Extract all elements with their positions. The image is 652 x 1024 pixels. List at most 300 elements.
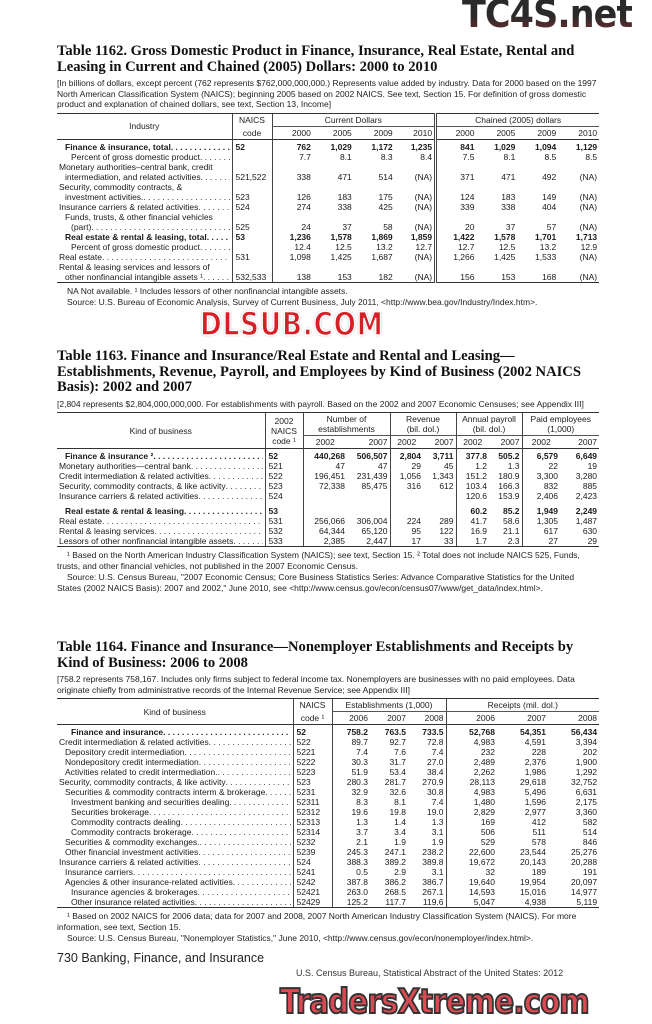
value-cell: 231,439 bbox=[356, 471, 388, 482]
row-label-text: Commodity contracts dealing bbox=[71, 817, 181, 828]
value-cell: 2,385 bbox=[303, 536, 347, 547]
value-cell: 168 bbox=[517, 272, 558, 283]
table-row bbox=[57, 725, 599, 738]
row-label-leader bbox=[59, 461, 263, 471]
value-cell: 6,579 bbox=[522, 449, 560, 462]
value-cell: 53.4 bbox=[389, 767, 406, 778]
row-label-text: Credit intermediation & related activities bbox=[59, 737, 209, 748]
value-cell: 58 bbox=[383, 221, 393, 232]
tc4s-watermark: TC4S.net bbox=[462, 0, 632, 36]
value-cell: 582 bbox=[582, 817, 598, 828]
naics-code: 52314 bbox=[293, 827, 332, 837]
value-cell: 52,768 bbox=[446, 725, 497, 738]
value-cell: (NA) bbox=[414, 171, 433, 182]
row-label bbox=[57, 252, 232, 262]
value-cell bbox=[558, 262, 599, 272]
value-cell: 103.4 bbox=[456, 481, 489, 491]
value-cell: 4,591 bbox=[524, 737, 547, 748]
group-line: Paid employees bbox=[530, 414, 592, 425]
row-label: Rental & leasing services and lessors of bbox=[59, 261, 210, 272]
value-cell: 514 bbox=[582, 827, 598, 838]
row-label-leader bbox=[65, 877, 291, 887]
value-cell: 13.2 bbox=[539, 241, 557, 252]
value-cell: 124 bbox=[436, 192, 477, 202]
value-cell bbox=[436, 162, 477, 172]
table-row bbox=[57, 747, 599, 757]
row-label-leader bbox=[59, 491, 263, 501]
value-cell bbox=[476, 162, 517, 172]
value-cell bbox=[303, 491, 347, 501]
code-line: 2002 bbox=[274, 415, 294, 426]
col-header-year: 2002 bbox=[390, 436, 423, 449]
table-row bbox=[57, 817, 599, 827]
value-cell: 27 bbox=[522, 536, 560, 547]
table-row bbox=[57, 807, 599, 817]
table-row bbox=[57, 787, 599, 797]
value-cell bbox=[354, 262, 395, 272]
value-cell: 19,954 bbox=[520, 877, 547, 888]
row-label-text: Insurance carriers & related activities bbox=[59, 857, 199, 868]
group-header-establishments bbox=[303, 413, 390, 436]
value-cell: 506,507 bbox=[356, 451, 388, 462]
row-label bbox=[57, 202, 232, 212]
col-header-naics: NAICS bbox=[232, 113, 272, 126]
dot-leader bbox=[102, 252, 230, 262]
col-header-industry: Industry bbox=[57, 113, 232, 139]
dot-leader bbox=[191, 827, 290, 837]
table-row bbox=[57, 252, 599, 262]
row-label bbox=[57, 449, 265, 462]
table-row bbox=[57, 837, 599, 847]
value-cell: 1,578 bbox=[330, 231, 352, 242]
row-label-leader bbox=[59, 516, 263, 526]
col-header-year: 2005 bbox=[496, 127, 516, 138]
value-cell: 1.3 bbox=[332, 817, 370, 827]
col-header-year: 2002 bbox=[303, 436, 347, 449]
dot-leader bbox=[218, 767, 291, 777]
table-body bbox=[57, 725, 599, 908]
value-cell bbox=[395, 212, 436, 222]
value-cell: 153 bbox=[476, 272, 517, 283]
table-row bbox=[57, 449, 599, 462]
dot-leader bbox=[198, 491, 262, 501]
dot-leader bbox=[201, 172, 230, 182]
naics-code: 52429 bbox=[293, 897, 332, 908]
value-cell: 7.7 bbox=[272, 152, 313, 162]
table-row bbox=[57, 867, 599, 877]
value-cell: 12.4 bbox=[272, 242, 313, 252]
value-cell: (NA) bbox=[395, 272, 436, 283]
naics-code: 524 bbox=[293, 857, 332, 867]
value-cell: 267.1 bbox=[422, 887, 444, 898]
table-row bbox=[57, 152, 599, 162]
naics-code: 52313 bbox=[293, 817, 332, 827]
value-cell: 1,578 bbox=[494, 231, 516, 242]
value-cell: (NA) bbox=[579, 251, 598, 262]
dot-leader bbox=[209, 737, 291, 747]
row-label bbox=[57, 787, 293, 797]
value-cell: 1,343 bbox=[432, 471, 454, 482]
value-cell: 5,047 bbox=[446, 897, 497, 908]
value-cell bbox=[272, 162, 313, 172]
value-cell: 1,701 bbox=[534, 231, 557, 242]
value-cell: 1,859 bbox=[410, 231, 433, 242]
value-cell: 578 bbox=[531, 837, 547, 848]
naics-code: 522 bbox=[293, 737, 332, 747]
dot-leader bbox=[226, 777, 291, 787]
row-label-text: Monetary authorities—central bank bbox=[59, 461, 191, 472]
row-label-leader bbox=[71, 807, 291, 817]
row-label bbox=[57, 897, 293, 908]
value-cell: 32.6 bbox=[389, 787, 406, 798]
value-cell: 28,113 bbox=[446, 777, 497, 787]
col-header-naics: NAICS bbox=[293, 699, 332, 712]
value-cell bbox=[558, 162, 599, 172]
value-cell: 274 bbox=[272, 202, 313, 212]
value-cell: 270.9 bbox=[422, 777, 444, 788]
value-cell: 37 bbox=[505, 221, 516, 232]
table-row bbox=[57, 757, 599, 767]
value-cell: 1,236 bbox=[272, 232, 313, 242]
value-cell: 16.9 bbox=[456, 526, 489, 536]
value-cell: 2.1 bbox=[332, 837, 370, 847]
value-cell: 22,600 bbox=[446, 847, 497, 857]
value-cell: 57 bbox=[546, 221, 557, 232]
group-line: establishments bbox=[318, 424, 375, 435]
value-cell: 846 bbox=[582, 837, 598, 848]
row-label-leader bbox=[65, 757, 291, 767]
value-cell: 440,268 bbox=[303, 449, 347, 462]
value-cell: 5,119 bbox=[548, 897, 599, 908]
value-cell: 1,266 bbox=[436, 252, 477, 262]
dot-leader bbox=[185, 747, 291, 757]
value-cell: 17 bbox=[390, 536, 423, 547]
dot-leader bbox=[265, 787, 290, 797]
value-cell: 338 bbox=[337, 201, 352, 212]
value-cell: 338 bbox=[501, 201, 516, 212]
value-cell bbox=[395, 182, 436, 192]
col-header-year: 2006 bbox=[332, 712, 370, 725]
dot-leader bbox=[163, 727, 290, 737]
table-row bbox=[57, 797, 599, 807]
col-header-year: 2010 bbox=[578, 127, 598, 138]
value-cell: 15,016 bbox=[520, 887, 547, 898]
value-cell: 268.5 bbox=[384, 887, 406, 898]
value-cell: 2,423 bbox=[575, 491, 598, 502]
value-cell: 1,172 bbox=[371, 141, 393, 152]
col-header-year: 2007 bbox=[560, 436, 599, 449]
value-cell: 122 bbox=[439, 526, 454, 537]
row-label-leader bbox=[59, 202, 230, 212]
row-label-text: investment activities. bbox=[65, 191, 144, 202]
value-cell: 183 bbox=[337, 191, 352, 202]
row-label-text: Security, commodity contracts, & like activity bbox=[59, 777, 226, 788]
value-cell: 27.0 bbox=[426, 757, 444, 768]
value-cell bbox=[272, 212, 313, 222]
table-row bbox=[57, 857, 599, 867]
value-cell: 3.1 bbox=[431, 867, 444, 878]
col-header-year: 2007 bbox=[527, 713, 547, 724]
table-notes bbox=[57, 911, 599, 944]
value-cell: 175 bbox=[378, 191, 393, 202]
naics-code: 5231 bbox=[293, 787, 332, 797]
value-cell: 54,351 bbox=[520, 727, 547, 738]
row-label-text: other nonfinancial intangible assets ¹ bbox=[65, 271, 203, 282]
value-cell bbox=[436, 212, 477, 222]
value-cell: 149 bbox=[542, 191, 557, 202]
row-label bbox=[57, 737, 293, 747]
table-row bbox=[57, 777, 599, 787]
value-cell bbox=[272, 182, 313, 192]
dot-leader bbox=[198, 847, 290, 857]
row-label-text: Insurance carriers bbox=[65, 867, 134, 878]
value-cell: 492 bbox=[542, 171, 557, 182]
value-cell: 32 bbox=[446, 867, 497, 877]
value-cell: (NA) bbox=[558, 272, 599, 283]
value-cell: 733.5 bbox=[422, 727, 444, 738]
row-label bbox=[57, 192, 232, 202]
row-label bbox=[57, 877, 293, 887]
note: ¹ Based on the North American Industry Classification System (NAICS); see text, Section 15. ² Total does not include NAICS 525, Funds, trusts, and other financial vehicles, not published in the 2007 Economic Census. bbox=[57, 550, 580, 572]
row-label-text: Real estate bbox=[59, 516, 102, 527]
row-label bbox=[57, 152, 232, 162]
row-label-text: Percent of gross domestic product bbox=[71, 151, 200, 162]
naics-code: 52421 bbox=[293, 887, 332, 897]
naics-code: 522 bbox=[265, 471, 303, 481]
naics-code: 524 bbox=[265, 491, 303, 501]
value-cell: 166.3 bbox=[498, 481, 520, 492]
value-cell: 126 bbox=[272, 192, 313, 202]
row-label-text: Insurance agencies & brokerages bbox=[71, 887, 198, 898]
value-cell: 151.2 bbox=[456, 471, 489, 481]
row-label bbox=[57, 797, 293, 807]
row-label-leader bbox=[65, 272, 230, 282]
dot-leader bbox=[191, 461, 263, 471]
table-row bbox=[57, 877, 599, 887]
row-label-text: Investment banking and securities dealing bbox=[71, 797, 230, 808]
value-cell: 20 bbox=[436, 222, 477, 232]
dot-leader bbox=[133, 867, 290, 877]
naics-code: 5242 bbox=[293, 877, 332, 887]
value-cell: 263.0 bbox=[332, 887, 370, 897]
value-cell: (NA) bbox=[579, 191, 598, 202]
value-cell: 5,496 bbox=[524, 787, 547, 798]
value-cell: 389.2 bbox=[384, 857, 406, 868]
table-row-label-line bbox=[57, 262, 599, 272]
row-label-text: Finance and insurance bbox=[71, 727, 164, 738]
col-header-year: 2007 bbox=[347, 436, 390, 449]
row-label-leader bbox=[71, 887, 291, 897]
value-cell bbox=[476, 212, 517, 222]
value-cell bbox=[558, 182, 599, 192]
value-cell bbox=[303, 506, 347, 516]
value-cell: 1,129 bbox=[575, 141, 598, 152]
col-header-year: 2002 bbox=[456, 436, 489, 449]
value-cell: 85.2 bbox=[502, 506, 520, 517]
naics-code: 52 bbox=[232, 139, 272, 152]
group-line: Annual payroll bbox=[462, 414, 516, 425]
row-label bbox=[57, 757, 293, 767]
value-cell: 6,649 bbox=[575, 451, 598, 462]
row-label: Security, commodity contracts, & bbox=[59, 181, 183, 192]
value-cell: 180.9 bbox=[498, 471, 520, 482]
table-row bbox=[57, 491, 599, 501]
row-label bbox=[57, 461, 265, 471]
value-cell: 14,977 bbox=[571, 887, 598, 898]
value-cell: 412 bbox=[531, 817, 547, 828]
page-footer-publication: U.S. Census Bureau, Statistical Abstract of the United States: 2012 bbox=[296, 968, 564, 978]
row-label bbox=[57, 887, 293, 897]
value-cell: 1,029 bbox=[494, 141, 516, 152]
data-table bbox=[57, 698, 599, 908]
value-cell: (NA) bbox=[579, 171, 598, 182]
row-label-leader bbox=[65, 747, 291, 757]
naics-code: 531 bbox=[265, 516, 303, 526]
table-row-label-line bbox=[57, 212, 599, 222]
dot-leader bbox=[154, 526, 262, 536]
value-cell: 13.2 bbox=[376, 241, 393, 252]
value-cell: 1,056 bbox=[390, 471, 423, 481]
value-cell: 1.7 bbox=[456, 536, 489, 547]
col-header-code bbox=[265, 413, 303, 449]
row-label-text: Finance & insurance, total bbox=[65, 141, 171, 152]
value-cell: 306,004 bbox=[356, 516, 388, 527]
value-cell: 32.9 bbox=[332, 787, 370, 797]
group-line: (1,000) bbox=[547, 424, 575, 435]
naics-code: 525 bbox=[232, 222, 272, 232]
naics-code: 521 bbox=[265, 461, 303, 471]
value-cell: 8.4 bbox=[420, 151, 433, 162]
value-cell: 245.3 bbox=[332, 847, 370, 857]
value-cell bbox=[354, 212, 395, 222]
row-label bbox=[57, 471, 265, 481]
tradersxtreme-watermark: TradersXtreme.com bbox=[280, 982, 589, 1022]
value-cell: 8.3 bbox=[380, 151, 393, 162]
group-line: (bil. dol.) bbox=[406, 424, 440, 435]
row-label-text: Other financial investment activities bbox=[65, 847, 199, 858]
value-cell: 3,711 bbox=[432, 451, 454, 462]
table-1163 bbox=[57, 349, 599, 594]
col-header-year: 2010 bbox=[413, 127, 433, 138]
value-cell: 1,900 bbox=[575, 757, 598, 768]
value-cell: 371 bbox=[436, 172, 477, 182]
value-cell: 20,288 bbox=[571, 857, 598, 868]
table-body bbox=[57, 449, 599, 547]
value-cell: 1,292 bbox=[575, 767, 598, 778]
row-label bbox=[57, 536, 265, 547]
row-label-text: Securities & commodity exchanges. bbox=[65, 837, 200, 848]
value-cell: 389.8 bbox=[422, 857, 444, 868]
table-row bbox=[57, 172, 599, 182]
naics-code: 524 bbox=[232, 202, 272, 212]
naics-code: 532 bbox=[265, 526, 303, 536]
value-cell bbox=[395, 262, 436, 272]
value-cell: 20,097 bbox=[571, 877, 598, 888]
value-cell: (NA) bbox=[579, 201, 598, 212]
value-cell: 30.8 bbox=[426, 787, 444, 798]
row-label bbox=[57, 725, 293, 738]
value-cell bbox=[347, 491, 390, 501]
value-cell: 247.1 bbox=[384, 847, 406, 858]
value-cell: 64,344 bbox=[303, 526, 347, 536]
value-cell bbox=[423, 506, 456, 516]
dot-leader bbox=[199, 757, 291, 767]
naics-code: 521,522 bbox=[232, 172, 272, 182]
value-cell bbox=[476, 262, 517, 272]
value-cell: 92.7 bbox=[389, 737, 406, 748]
row-label-leader bbox=[59, 481, 263, 491]
value-cell: 12.5 bbox=[498, 241, 516, 252]
naics-code: 52312 bbox=[293, 807, 332, 817]
naics-code: 523 bbox=[265, 481, 303, 491]
col-header-year: 2005 bbox=[332, 127, 352, 138]
naics-code bbox=[232, 182, 272, 192]
value-cell: 529 bbox=[446, 837, 497, 847]
value-cell: 196,451 bbox=[303, 471, 347, 481]
table-1162 bbox=[57, 44, 599, 308]
value-cell: 72.8 bbox=[426, 737, 444, 748]
value-cell: 281.7 bbox=[384, 777, 406, 788]
col-header-year: 2000 bbox=[272, 126, 313, 139]
table-row bbox=[57, 767, 599, 777]
value-cell: 6,631 bbox=[575, 787, 598, 798]
value-cell: 182 bbox=[354, 272, 395, 283]
col-header-year: 2002 bbox=[522, 436, 560, 449]
value-cell: 7.4 bbox=[431, 747, 444, 758]
source-note: Source: U.S. Census Bureau, "2007 Economic Census; Core Business Statistics Series: Advance Comparative Statistics for the United States (2002 NAICS Basis): 2007 and 2002," June 2010, see <http://www.census.gov/econ/census07/www/get_data/index.html>. bbox=[57, 572, 575, 594]
value-cell: 32,752 bbox=[571, 777, 598, 788]
row-label-leader bbox=[65, 837, 291, 847]
value-cell: 12.9 bbox=[580, 241, 598, 252]
table-headnote: [758.2 represents 758,167. Includes only firms subject to federal income tax. Nonemployers are businesses with no paid employees. Data originate chiefly from administrative records of the Internal Revenue Service; see Appendix III] bbox=[57, 674, 575, 695]
row-label-text: Lessors of other nonfinancial intangible assets bbox=[59, 536, 234, 547]
value-cell bbox=[354, 162, 395, 172]
value-cell: 885 bbox=[582, 481, 598, 492]
value-cell: 58.6 bbox=[502, 516, 520, 527]
value-cell: 7.6 bbox=[394, 747, 406, 758]
value-cell: (NA) bbox=[579, 221, 598, 232]
row-label-leader bbox=[65, 867, 291, 877]
naics-code: 52 bbox=[293, 725, 332, 738]
value-cell: 41.7 bbox=[456, 516, 489, 526]
naics-code: 52 bbox=[265, 449, 303, 462]
table-row bbox=[57, 536, 599, 547]
table-title: Table 1162. Gross Domestic Product in Finance, Insurance, Real Estate, Rental and Leasing in Current and Chained (2005) Dollars: 2000 to 2010 bbox=[57, 43, 575, 75]
value-cell: 228 bbox=[531, 747, 547, 758]
row-label-leader bbox=[65, 506, 263, 516]
dot-leader bbox=[102, 516, 263, 526]
value-cell: 1,029 bbox=[330, 141, 352, 152]
row-label bbox=[57, 847, 293, 857]
dot-leader bbox=[171, 142, 230, 152]
group-header-chained: Chained (2005) dollars bbox=[436, 113, 600, 126]
row-label-text: Depository credit intermediation bbox=[65, 747, 185, 758]
table-title: Table 1163. Finance and Insurance/Real Estate and Rental and Leasing—Establishments, Revenue, Payroll, and Employees by Kind of Business (2002 NAICS Basis): 2002 and 2007 bbox=[57, 348, 581, 395]
value-cell: 425 bbox=[378, 201, 393, 212]
value-cell: 2,829 bbox=[446, 807, 497, 817]
value-cell: 3.7 bbox=[332, 827, 370, 837]
row-label bbox=[57, 807, 293, 817]
naics-code bbox=[232, 152, 272, 162]
row-label-text: Activities related to credit intermediation. bbox=[65, 767, 218, 778]
value-cell: 232 bbox=[446, 747, 497, 757]
table-row bbox=[57, 461, 599, 471]
col-header-year: 2007 bbox=[387, 713, 406, 724]
value-cell: 1,869 bbox=[371, 231, 393, 242]
value-cell: 23,544 bbox=[520, 847, 547, 858]
group-header-establishments: Establishments (1,000) bbox=[332, 699, 446, 712]
value-cell: 256,066 bbox=[303, 516, 347, 526]
